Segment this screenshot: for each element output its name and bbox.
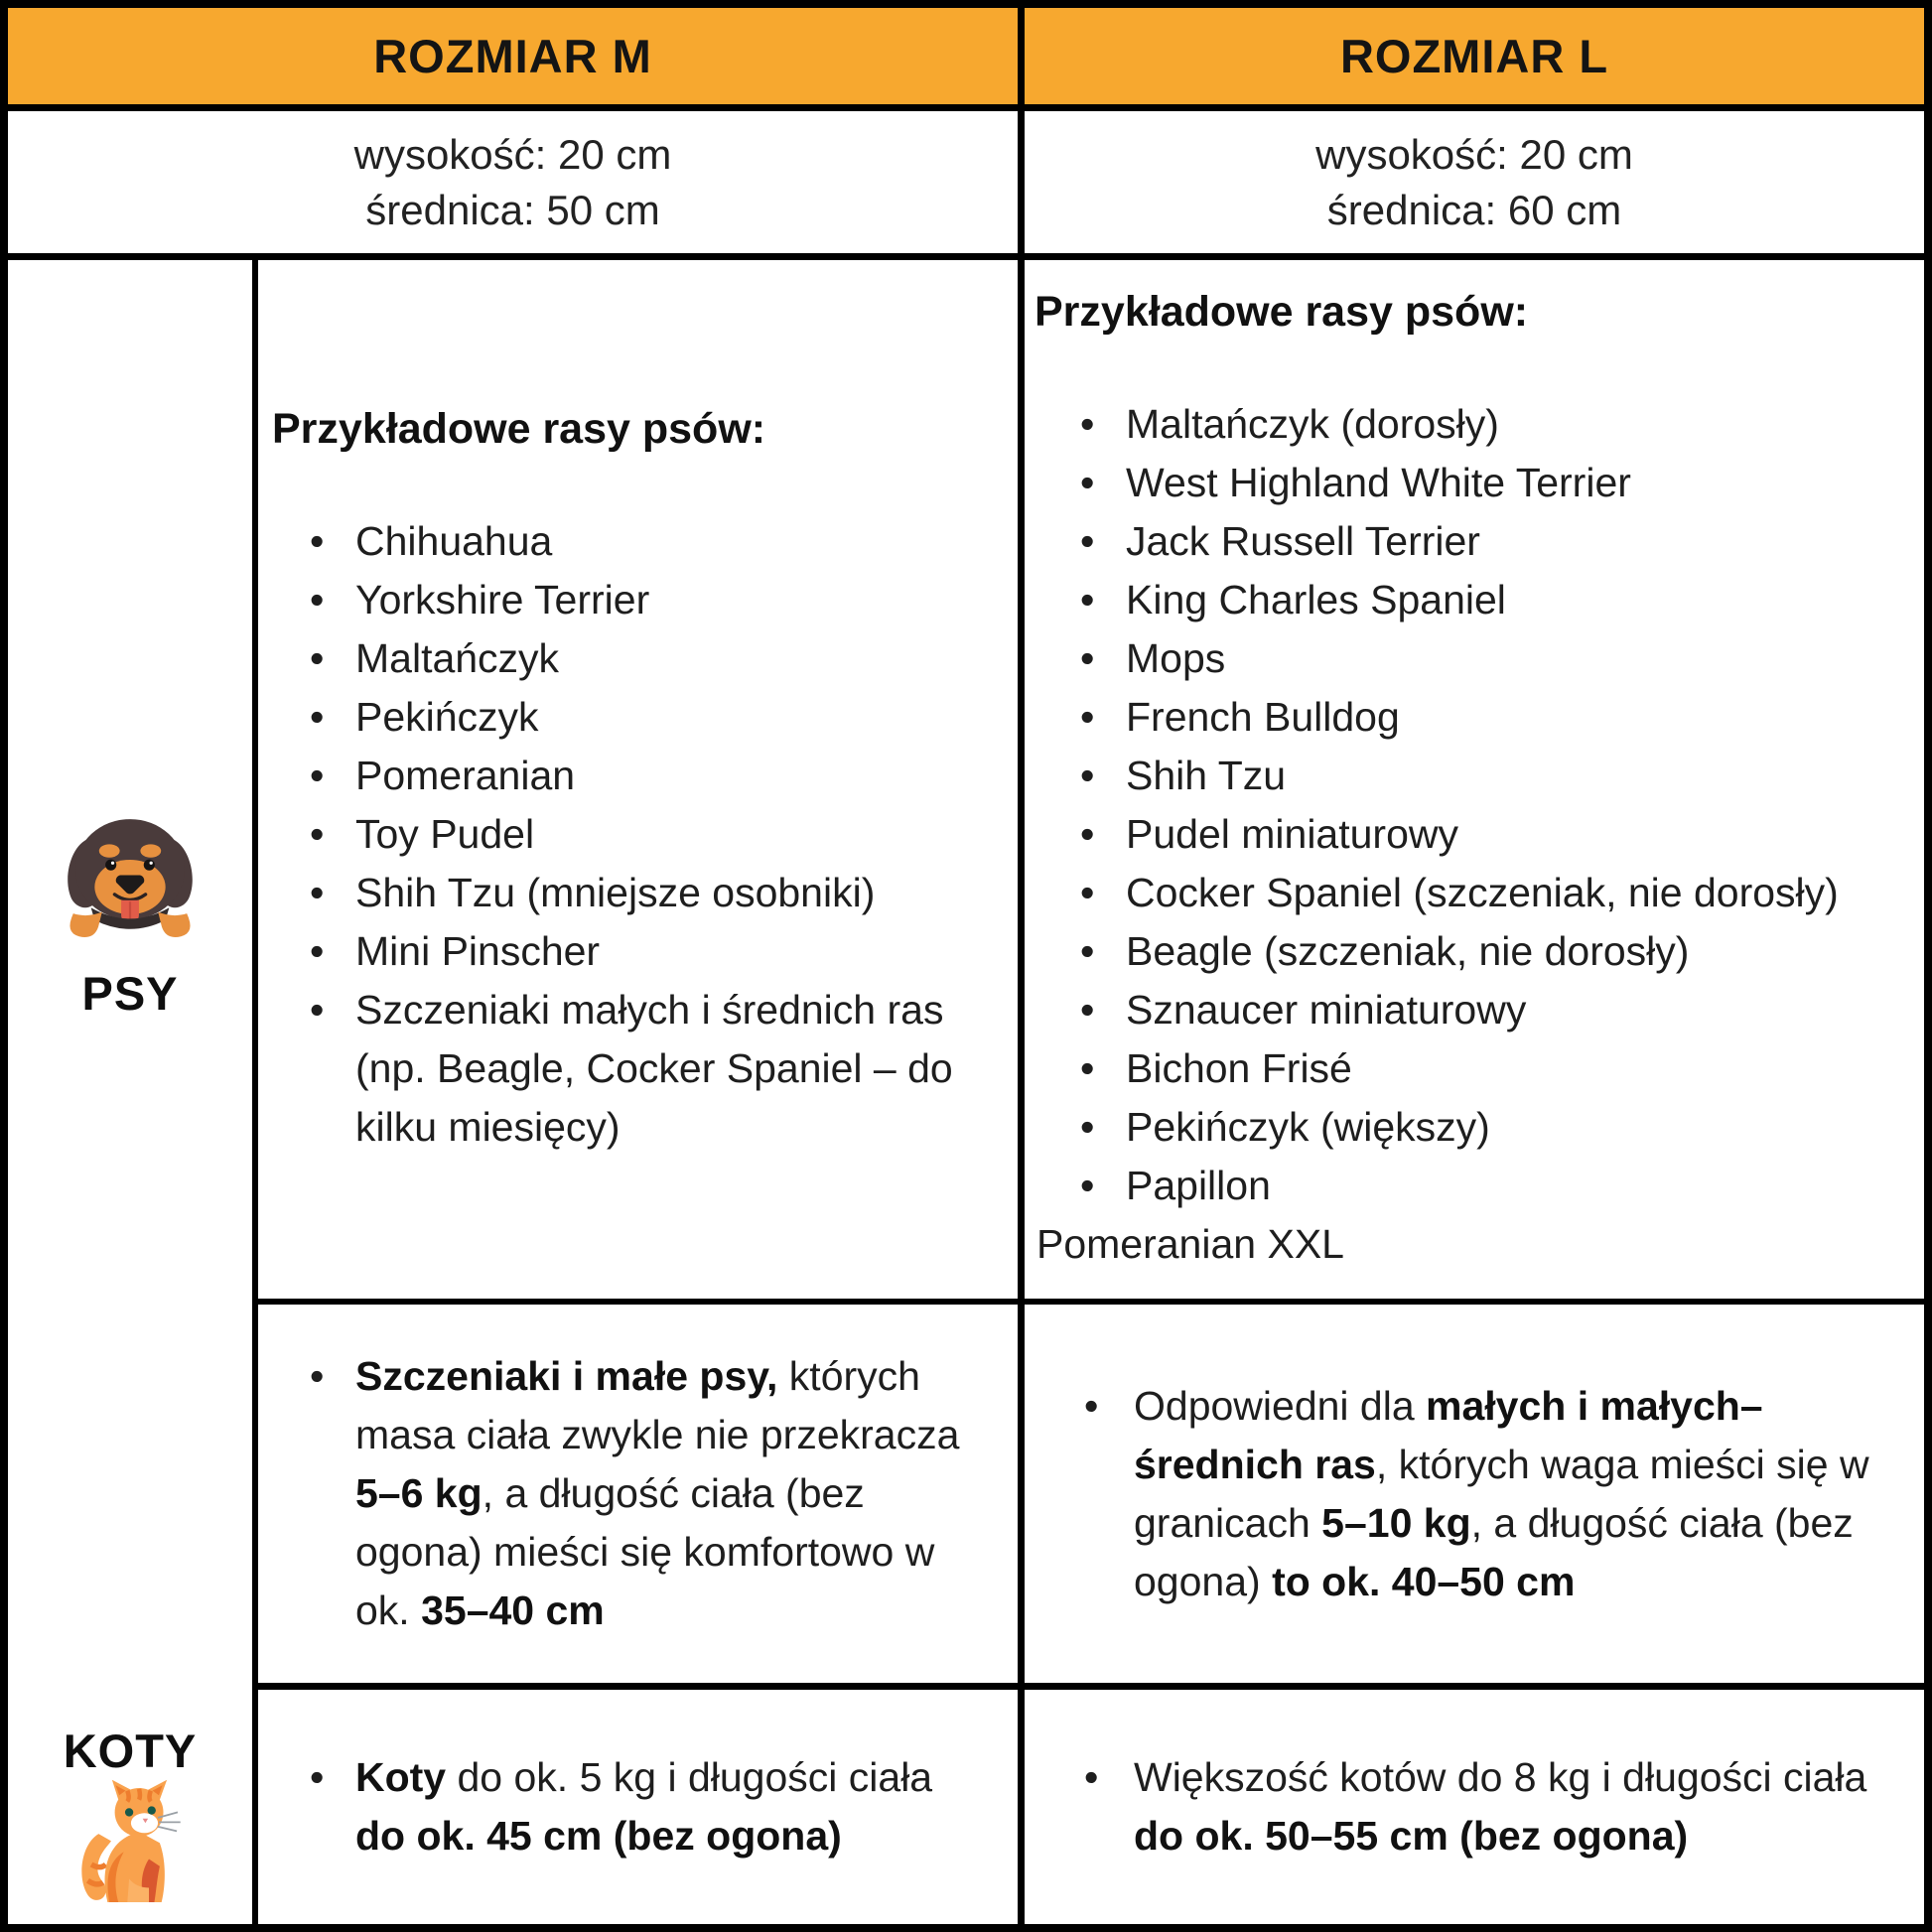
header-rozmiar-m [8,8,1025,111]
breeds-heading-m: Przykładowe rasy psów: [272,404,766,453]
emphasized-text: to ok. 40–50 cm [1272,1558,1576,1604]
dog-size-cell-l [1025,1305,1924,1690]
cat-size-cell-l [1025,1690,1924,1924]
emphasized-text: do ok. 50–55 cm (bez ogona) [1134,1813,1689,1859]
breed-item: • Mops [1035,629,1906,688]
dog-size-cell-m [258,1305,1025,1690]
emphasized-text: Koty [355,1754,447,1800]
emphasized-text: 35–40 cm [421,1587,605,1633]
emphasized-text: 5–6 kg [355,1470,483,1516]
breed-item: • West Highland White Terrier [1035,454,1906,512]
breed-item: • King Charles Spaniel [1035,571,1906,629]
emphasized-text: małych i małych–średnich ras [1134,1382,1763,1487]
breed-item: • Cocker Spaniel (szczeniak, nie dorosły) [1035,864,1906,922]
dimensions-l-diameter: średnica: 60 cm [1326,186,1622,233]
breed-list-l [1035,395,1906,1215]
plain-text: , a długość ciała (bez ogona) [1134,1499,1854,1604]
cat-size-cell-m [258,1690,1025,1924]
dimensions-l-height: wysokość: 20 cm [1315,130,1633,178]
breed-item: • Jack Russell Terrier [1035,512,1906,571]
row-label-cell-cats [8,1690,258,1924]
row-label-dogs: PSY [81,966,179,1020]
row-label-cats: KOTY [63,1725,198,1777]
breeds-cell-m [258,260,1025,1305]
dimensions-m-height: wysokość: 20 cm [353,130,672,178]
dimensions-m-diameter: średnica: 50 cm [365,186,660,233]
breeds-footer-l: Pomeranian XXL [1036,1220,1344,1267]
row-label-cell-dogs [8,260,258,1690]
cat-size-text-m [272,1748,992,1865]
header-rozmiar-l-label: ROZMIAR L [1339,30,1609,82]
plain-text: , których waga mieści się w granicach [1134,1441,1869,1546]
plain-text: , a długość ciała (bez ogona) mieści się komfortowo w ok. [355,1470,935,1633]
breed-item: • Shih Tzu (mniejsze osobniki) [272,864,992,922]
breed-item: • Szczeniaki małych i średnich ras (np. Beagle, Cocker Spaniel – do kilku miesięcy) [272,981,992,1157]
breed-item: • Beagle (szczeniak, nie dorosły) [1035,922,1906,981]
emphasized-text: do ok. 45 cm (bez ogona) [355,1813,842,1859]
plain-text: Większość kotów do 8 kg i długości ciała [1134,1754,1867,1800]
dog-size-text-m [272,1347,992,1640]
emphasized-text: Szczeniaki i małe psy, [355,1353,778,1399]
breed-item: • Maltańczyk (dorosły) [1035,395,1906,454]
breed-item: • Bichon Frisé [1035,1039,1906,1098]
cat-icon [71,1778,189,1911]
breed-item: • Sznaucer miniaturowy [1035,981,1906,1039]
breed-item: • French Bulldog [1035,688,1906,747]
breed-item: • Maltańczyk [272,629,992,688]
header-rozmiar-m-label: ROZMIAR M [373,30,652,82]
dog-size-text-l [1035,1377,1906,1611]
breed-item: • Yorkshire Terrier [272,571,992,629]
dimensions-m [8,111,1025,260]
breed-item: • Pekińczyk [272,688,992,747]
dog-face-icon [53,807,207,952]
breed-item: • Chihuahua [272,512,992,571]
breed-item: • Pudel miniaturowy [1035,805,1906,864]
breed-item: • Pomeranian [272,747,992,805]
breeds-heading-l: Przykładowe rasy psów: [1035,287,1529,336]
breed-item: • Toy Pudel [272,805,992,864]
breed-item: • Shih Tzu [1035,747,1906,805]
plain-text: których masa ciała zwykle nie przekracza [355,1353,960,1457]
header-rozmiar-l [1025,8,1924,111]
emphasized-text: 5–10 kg [1321,1499,1471,1546]
breeds-cell-l [1025,260,1924,1305]
dimensions-l [1025,111,1924,260]
plain-text: do ok. 5 kg i długości ciała [446,1754,933,1800]
breed-item: • Papillon [1035,1157,1906,1215]
plain-text: Odpowiedni dla [1134,1382,1427,1429]
breed-item: • Mini Pinscher [272,922,992,981]
cat-size-text-l [1035,1748,1906,1865]
breed-item: • Pekińczyk (większy) [1035,1098,1906,1157]
breed-list-m [272,512,992,1157]
